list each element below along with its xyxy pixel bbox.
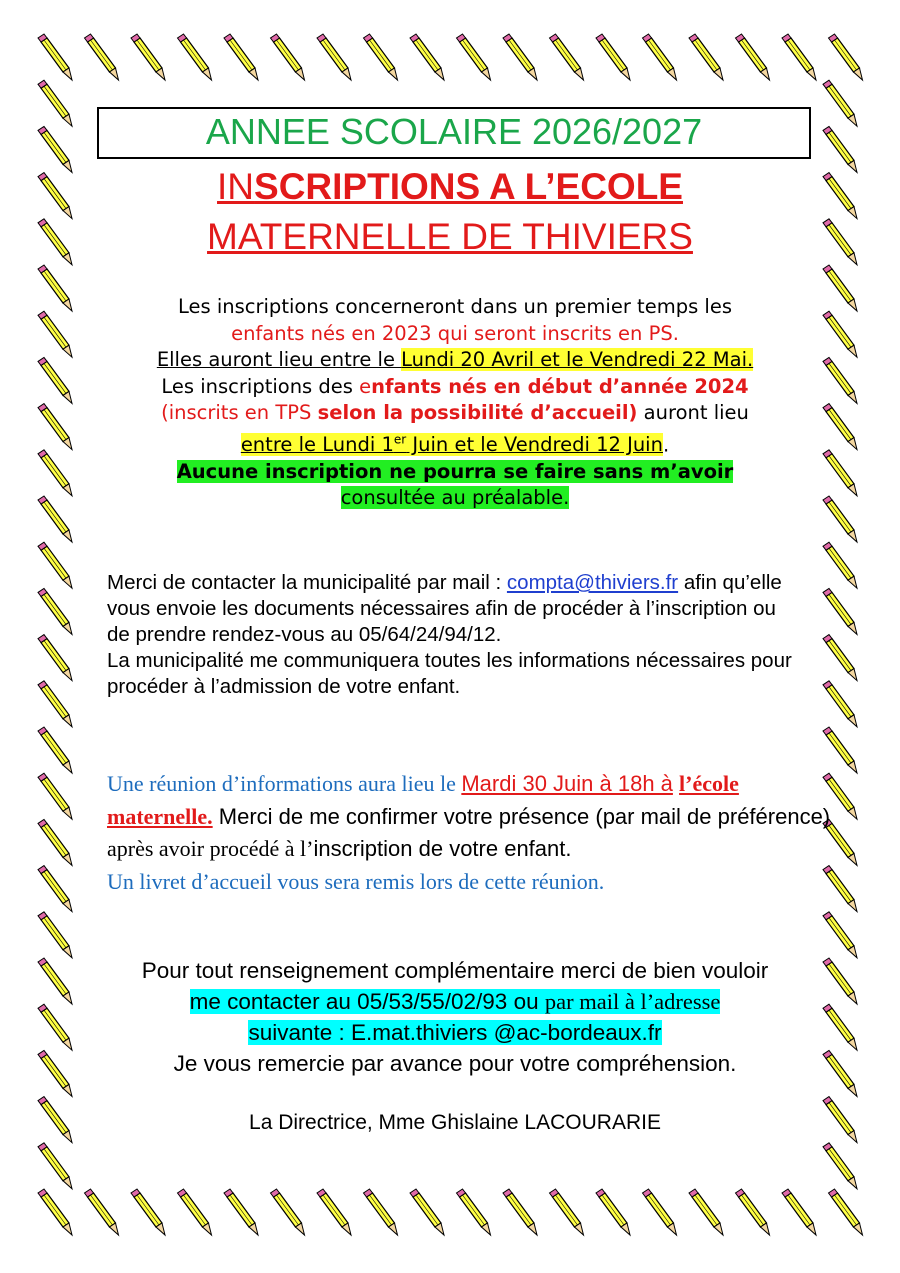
- pencil-icon: [823, 357, 857, 403]
- intro-line-4c: nfants nés en début d’année 2024: [371, 374, 749, 398]
- pencil-icon: [131, 1189, 165, 1235]
- pencil-icon: [643, 34, 677, 80]
- pencil-icon: [38, 1097, 72, 1143]
- intro-line-5b: selon la possibilité d’accueil): [317, 401, 638, 424]
- pencil-icon: [550, 1189, 584, 1235]
- school-year-title: ANNEE SCOLAIRE 2026/2027: [205, 111, 703, 152]
- pencil-icon: [782, 1189, 816, 1235]
- pencil-icon: [823, 496, 857, 542]
- pencil-icon: [224, 34, 258, 80]
- intro-line-6c: .: [662, 433, 670, 456]
- intro-line-5a: (inscrits en TPS: [161, 401, 318, 424]
- intro-line-3a: Elles auront lieu entre le: [156, 348, 402, 371]
- pencil-icon: [782, 34, 816, 80]
- pencil-icon: [271, 1189, 305, 1235]
- pencil-icon: [85, 1189, 119, 1235]
- info-line-4: Je vous remercie par avance pour votre compréhension.: [173, 1051, 737, 1076]
- pencil-icon: [823, 542, 857, 588]
- pencil-icon: [364, 34, 398, 80]
- pencil-icon: [38, 681, 72, 727]
- pencil-icon: [823, 80, 857, 126]
- pencil-icon: [38, 1050, 72, 1096]
- pencil-icon: [38, 496, 72, 542]
- pencil-icon: [38, 958, 72, 1004]
- pencil-icon: [224, 1189, 258, 1235]
- meeting-child: inscription de votre enfant.: [313, 836, 572, 861]
- pencil-icon: [364, 1189, 398, 1235]
- intro-line-1: Les inscriptions concerneront dans un premier temps les: [177, 295, 733, 318]
- intro-paragraph: [115, 294, 795, 512]
- pencil-icon: [823, 635, 857, 681]
- intro-line-6a: entre le Lundi 1: [240, 433, 394, 456]
- contact-line-3: La municipalité me communiquera toutes les informations nécessaires pour procéder à l’admission de votre enfant.: [107, 649, 792, 698]
- pencil-icon: [823, 265, 857, 311]
- pencil-icon: [317, 34, 351, 80]
- pencil-icon: [38, 866, 72, 912]
- meeting-date: Mardi 30 Juin à 18h à: [461, 771, 673, 796]
- pencil-icon: [410, 34, 444, 80]
- email-link[interactable]: compta@thiviers.fr: [506, 571, 679, 594]
- contact-line-2: afin qu’elle vous envoie les documents nécessaires afin de procéder à l’inscription ou de prendre rendez-vous au 05/64/24/94/12.: [107, 571, 782, 646]
- pencil-icon: [38, 1004, 72, 1050]
- intro-dates-ps: Lundi 20 Avril et le Vendredi 22 Mai.: [401, 348, 754, 371]
- title-prefix: IN: [217, 166, 255, 207]
- meeting-paragraph: [107, 768, 832, 898]
- pencil-icon: [38, 357, 72, 403]
- pencil-icon: [736, 1189, 770, 1235]
- pencil-icon: [503, 34, 537, 80]
- pencil-icon: [178, 34, 212, 80]
- pencil-icon: [457, 34, 491, 80]
- pencil-icon: [823, 727, 857, 773]
- contact-line-1: Merci de contacter la municipalité par mail :: [107, 571, 507, 594]
- subtitle: MATERNELLE DE THIVIERS: [207, 216, 693, 257]
- intro-warning-2: consultée au préalable.: [340, 486, 570, 509]
- info-phone: me contacter au 05/53/55/02/93 ou: [189, 989, 545, 1014]
- pencil-icon: [38, 588, 72, 634]
- pencil-icon: [271, 34, 305, 80]
- meeting-after: après avoir procédé à l’: [107, 836, 314, 861]
- pencil-icon: [38, 265, 72, 311]
- meeting-booklet: Un livret d’accueil vous sera remis lors de cette réunion.: [107, 868, 605, 894]
- pencil-icon: [38, 1143, 72, 1189]
- meeting-confirm: Merci de me confirmer votre présence (par mail de préférence): [212, 803, 831, 829]
- info-paragraph: [100, 955, 810, 1079]
- pencil-icon: [317, 1189, 351, 1235]
- pencil-icon: [823, 912, 857, 958]
- intro-line-6b: Juin et le Vendredi 12 Juin: [406, 433, 663, 456]
- pencil-icon: [823, 588, 857, 634]
- pencil-icon: [823, 311, 857, 357]
- meeting-intro: Une réunion d’informations aura lieu le: [107, 771, 462, 796]
- intro-warning-1: Aucune inscription ne pourra se faire sans m’avoir: [176, 459, 734, 483]
- pencil-icon: [823, 681, 857, 727]
- info-line-3: suivante : E.mat.thiviers @ac-bordeaux.fr: [248, 1020, 662, 1045]
- pencil-icon: [550, 34, 584, 80]
- pencil-icon: [410, 1189, 444, 1235]
- intro-line-4a: Les inscriptions des: [161, 374, 360, 398]
- info-mail: par mail à l’adresse: [544, 989, 721, 1014]
- pencil-icon: [823, 1143, 857, 1189]
- pencil-icon: [85, 34, 119, 80]
- main-title: [60, 166, 840, 208]
- title-rest: SCRIPTIONS A L’ECOLE: [254, 166, 683, 207]
- pencil-icon: [38, 34, 72, 80]
- pencil-icon: [38, 1189, 72, 1235]
- pencil-icon: [457, 1189, 491, 1235]
- pencil-icon: [689, 34, 723, 80]
- pencil-icon: [38, 912, 72, 958]
- pencil-icon: [736, 34, 770, 80]
- pencil-icon: [643, 1189, 677, 1235]
- signature: La Directrice, Mme Ghislaine LACOURARIE: [249, 1111, 661, 1134]
- pencil-icon: [38, 819, 72, 865]
- pencil-icon: [823, 1004, 857, 1050]
- meeting-place: l’école maternelle.: [107, 771, 739, 829]
- pencil-icon: [38, 311, 72, 357]
- pencil-icon: [823, 958, 857, 1004]
- pencil-icon: [823, 1050, 857, 1096]
- pencil-icon: [503, 1189, 537, 1235]
- contact-paragraph: [107, 570, 797, 700]
- pencil-icon: [178, 1189, 212, 1235]
- info-line-2: [190, 989, 721, 1014]
- pencil-icon: [38, 542, 72, 588]
- intro-line-2: enfants nés en 2023 qui seront inscrits en PS.: [231, 321, 679, 345]
- pencil-icon: [131, 34, 165, 80]
- info-line-1: Pour tout renseignement complémentaire merci de bien vouloir: [141, 958, 769, 983]
- pencil-icon: [38, 450, 72, 496]
- intro-line-5c: auront lieu: [637, 401, 749, 424]
- pencil-icon: [596, 1189, 630, 1235]
- pencil-icon: [596, 34, 630, 80]
- pencil-icon: [38, 773, 72, 819]
- pencil-icon: [38, 80, 72, 126]
- pencil-icon: [829, 34, 863, 80]
- pencil-icon: [689, 1189, 723, 1235]
- pencil-icon: [38, 635, 72, 681]
- pencil-icon: [829, 1189, 863, 1235]
- pencil-icon: [823, 1097, 857, 1143]
- pencil-icon: [38, 404, 72, 450]
- pencil-icon: [823, 404, 857, 450]
- intro-dates-tps: [241, 433, 663, 456]
- intro-sup: er: [393, 432, 407, 447]
- pencil-icon: [823, 450, 857, 496]
- intro-line-4b: e: [359, 374, 372, 398]
- pencil-icon: [38, 727, 72, 773]
